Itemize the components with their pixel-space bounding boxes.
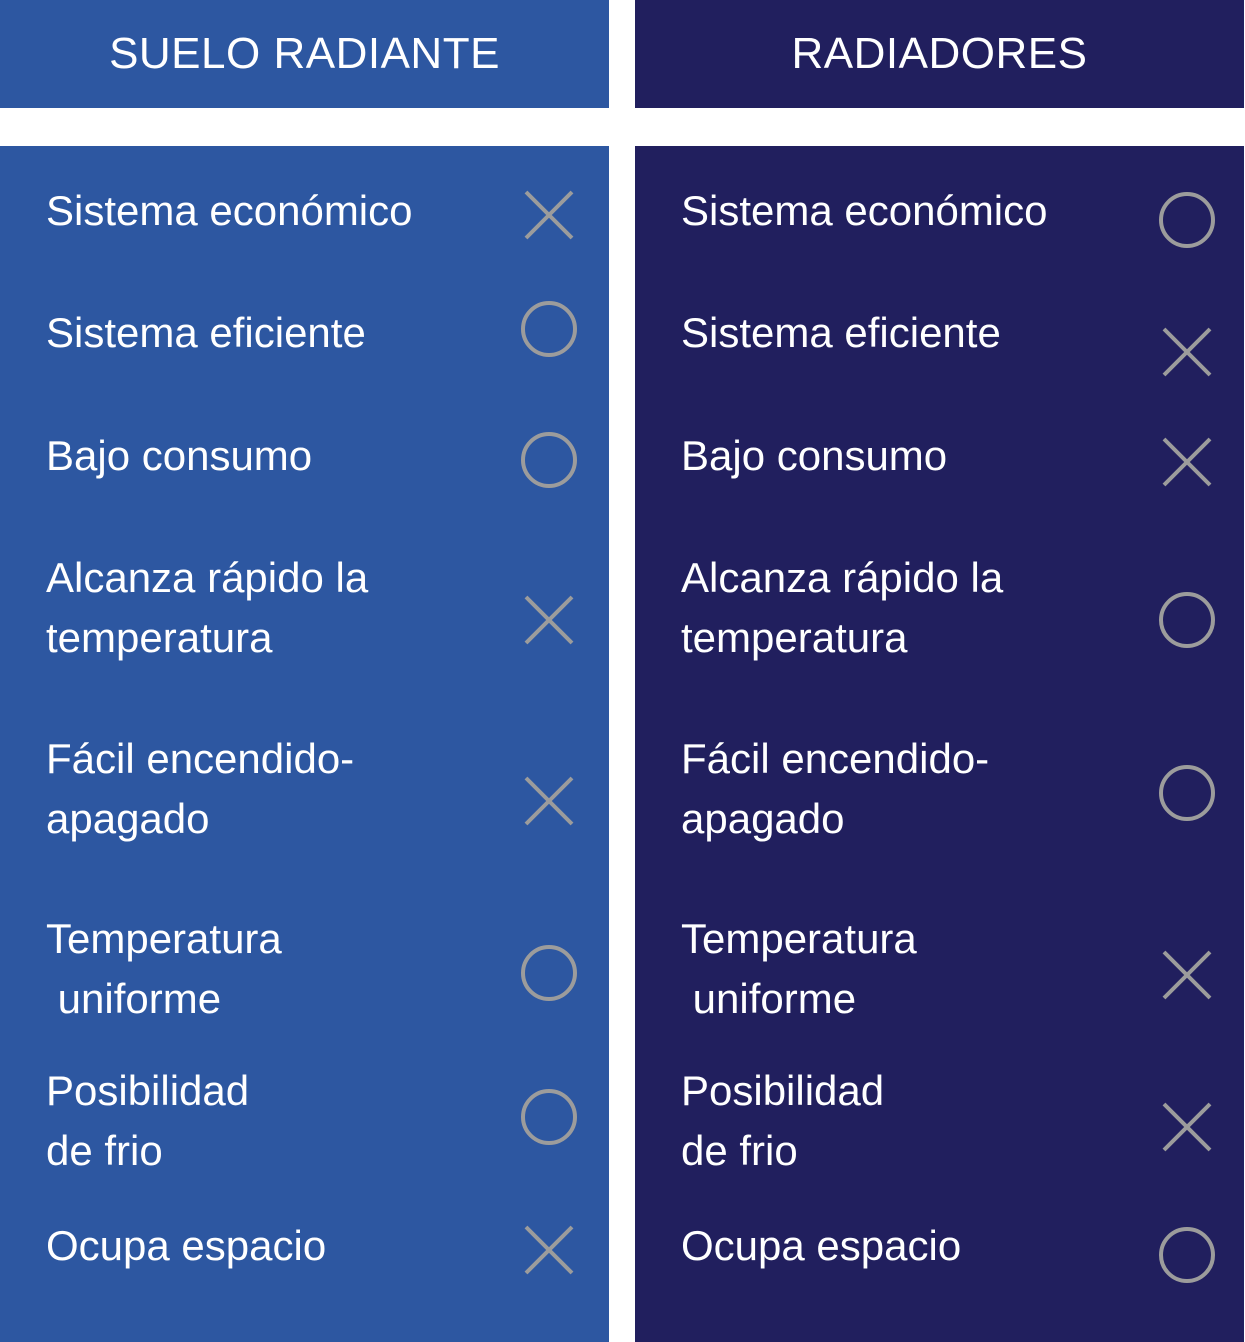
feature-label: Alcanza rápido la temperatura bbox=[46, 554, 369, 661]
circle-icon bbox=[1158, 764, 1216, 822]
feature-label: Ocupa espacio bbox=[46, 1222, 327, 1269]
cross-icon bbox=[1158, 433, 1216, 491]
feature-label: Bajo consumo bbox=[681, 432, 948, 479]
feature-label: Temperatura uniforme bbox=[46, 915, 282, 1022]
suelo-radiante-title: SUELO RADIANTE bbox=[109, 29, 500, 78]
feature-label: Fácil encendido- apagado bbox=[681, 735, 990, 842]
suelo-radiante-header bbox=[0, 0, 609, 108]
radiadores-column bbox=[635, 0, 1244, 1342]
circle-icon bbox=[1158, 591, 1216, 649]
circle-icon bbox=[520, 300, 578, 358]
feature-label: Temperatura uniforme bbox=[681, 915, 917, 1022]
circle-icon bbox=[520, 944, 578, 1002]
suelo-radiante-column bbox=[0, 0, 609, 1342]
feature-label: Alcanza rápido la temperatura bbox=[681, 554, 1004, 661]
cross-icon bbox=[1158, 946, 1216, 1004]
radiadores-title: RADIADORES bbox=[791, 29, 1088, 78]
feature-label: Sistema económico bbox=[681, 187, 1048, 234]
feature-label: Bajo consumo bbox=[46, 432, 313, 479]
feature-label: Sistema eficiente bbox=[46, 309, 366, 356]
cross-icon bbox=[1158, 323, 1216, 381]
circle-icon bbox=[1158, 191, 1216, 249]
cross-icon bbox=[1158, 1098, 1216, 1156]
cross-icon bbox=[520, 772, 578, 830]
cross-icon bbox=[520, 186, 578, 244]
circle-icon bbox=[520, 1088, 578, 1146]
feature-label: Ocupa espacio bbox=[681, 1222, 962, 1269]
cross-icon bbox=[520, 1221, 578, 1279]
feature-label: Posibilidad de frio bbox=[46, 1067, 250, 1174]
circle-icon bbox=[520, 431, 578, 489]
cross-icon bbox=[520, 591, 578, 649]
feature-label: Sistema económico bbox=[46, 187, 413, 234]
feature-label: Fácil encendido- apagado bbox=[46, 735, 355, 842]
circle-icon bbox=[1158, 1226, 1216, 1284]
feature-label: Posibilidad de frio bbox=[681, 1067, 885, 1174]
feature-label: Sistema eficiente bbox=[681, 309, 1001, 356]
radiadores-header bbox=[635, 0, 1244, 108]
